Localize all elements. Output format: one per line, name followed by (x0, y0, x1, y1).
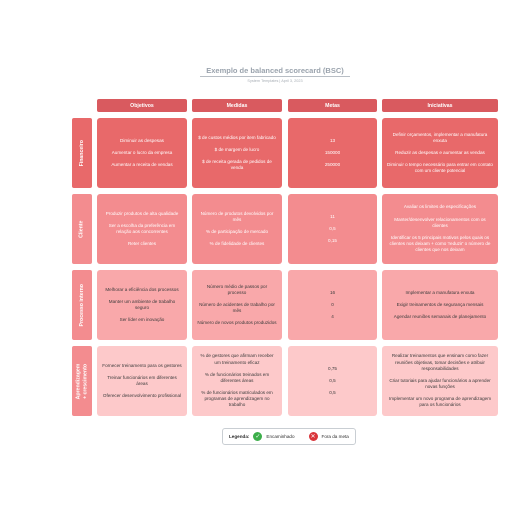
target-value: 4 (331, 314, 334, 320)
initiative-text: Avaliar os limites de especificações (403, 204, 477, 210)
measure-text: Número de acidentes de trabalho por mês (199, 301, 275, 314)
initiative-text: Reduzir as despesas e aumentar as vendas (395, 149, 485, 155)
legend-on-track-label: Encaminhado (266, 434, 295, 439)
objective-text: Ser a escolha da preferência em relação aos concorrentes (108, 222, 176, 234)
row-label-financeiro (72, 118, 92, 188)
cell-medidas (192, 346, 282, 416)
target-value: 0,5 (329, 377, 336, 383)
cell-medidas (192, 270, 282, 340)
cell-medidas (192, 194, 282, 264)
objective-text: Oferecer desenvolvimento profissional (102, 393, 182, 399)
objective-text: Aumentar a receita de vendas (111, 162, 173, 168)
column-header-iniciativas: Iniciativas (382, 99, 498, 112)
cell-iniciativas (382, 194, 498, 264)
page-title: Exemplo de balanced scorecard (BSC) (206, 66, 344, 75)
column-header-medidas: Medidas (192, 99, 282, 112)
cell-iniciativas (382, 270, 498, 340)
target-value: 0,15 (328, 238, 337, 244)
row-label-text: Processo interno (78, 283, 85, 327)
measure-text: % de participação de mercado (205, 229, 269, 234)
cell-objetivos (97, 270, 187, 340)
initiative-text: Manter/desenvolver relacionamentos com os clientes (394, 216, 486, 228)
target-value: 11 (330, 213, 335, 219)
target-value: 0,5 (329, 225, 336, 231)
cell-iniciativas (382, 118, 498, 188)
objective-text: Diminuir as despesas (120, 137, 164, 143)
initiative-text: Implementar um novo programa de aprendizagem para os funcionários (388, 396, 492, 408)
page-subtitle: System Templates | April 3, 2023 (247, 79, 303, 83)
target-value: 16 (329, 289, 336, 295)
measure-text: Número de novos produtos produzidos (197, 320, 277, 326)
objective-text: Fornecer treinamento para os gestores (102, 362, 182, 368)
cell-objetivos (97, 346, 187, 416)
row-label-text: Aprendizagem + crescimento (75, 363, 88, 399)
row-label-processo-interno (72, 270, 92, 340)
target-value: 0 (331, 301, 334, 307)
cell-metas (288, 346, 377, 416)
row-label-cliente (72, 194, 92, 264)
measure-text: Número médio de passos por processo (206, 283, 268, 295)
row-label-text: Financeiro (78, 139, 85, 167)
column-header-objetivos: Objetivos (97, 99, 187, 112)
measure-text: Número de produtos devolvidos por mês (200, 210, 274, 222)
target-value: 250000 (324, 162, 341, 168)
objective-text: Aumentar o lucro da empresa (111, 149, 173, 155)
check-circle-icon: ✓ (255, 433, 261, 440)
cell-metas (288, 194, 377, 264)
column-header-metas: Metas (288, 99, 377, 112)
objective-text: Manter um ambiente de trabalho seguro (108, 298, 176, 310)
target-value: 0,5 (329, 390, 336, 396)
objective-text: Ser líder em inovação (119, 317, 165, 323)
legend (222, 428, 356, 445)
cell-metas (288, 118, 377, 188)
cell-objetivos (97, 118, 187, 188)
measure-text: % de funcionários treinados em diferentes áreas (204, 371, 270, 383)
objective-text: Treinar funcionários em diferentes áreas (107, 374, 177, 386)
cell-iniciativas (382, 346, 498, 416)
initiative-text: Agendar reuniões semanais de planejamento (393, 314, 487, 320)
target-value: 13 (329, 137, 336, 143)
measure-text: % de funcionários matriculados em programas de aprendizagem no trabalho (201, 390, 273, 408)
initiative-text: Diminuir o tempo necessário para entrar em contato com um cliente potencial (387, 162, 493, 174)
measure-text: $ de receita gerada de pedidos de venda (202, 159, 272, 171)
cell-objetivos (97, 194, 187, 264)
target-value: 150000 (324, 149, 341, 155)
measure-text: $ de margem de lucro (214, 146, 260, 152)
measure-text: % de gestores que afirmam receber um treinamento eficaz (200, 353, 274, 365)
legend-off-track-label: Fora da meta (321, 434, 349, 439)
initiative-text: Definir orçamentos, implementar a manufatura enxuta (392, 131, 488, 143)
x-circle-icon: ✕ (310, 433, 316, 440)
objective-text: Reter clientes (127, 241, 157, 247)
target-value: 0,75 (328, 365, 337, 371)
row-label-text: Cliente (78, 220, 85, 238)
measure-text: % de fidelidade de clientes (209, 241, 265, 247)
objective-text: Produzir produtos de alta qualidade (105, 210, 179, 216)
cell-metas (288, 270, 377, 340)
row-label-aprendizagem-crescimento (72, 346, 92, 416)
measure-text: $ de custos médios por item fabricado (198, 134, 276, 140)
initiative-text: Exigir treinamentos de segurança mensais (396, 301, 484, 307)
initiative-text: Identificar os 5 principais motivos pelos quais os clientes nos deixam + como 'reduzir' o número de clientes que nos deixam (389, 235, 491, 253)
legend-title: Legenda: (229, 434, 250, 439)
initiative-text: Implementar a manufatura enxuta (405, 289, 475, 295)
title-divider (200, 76, 350, 77)
cell-medidas (192, 118, 282, 188)
objective-text: Melhorar a eficiência dos processos (105, 286, 179, 292)
initiative-text: Criar tutoriais para ajudar funcionários a aprender novas funções (389, 377, 491, 390)
initiative-text: Realizar treinamentos que ensinam como fazer reuniões objetivas, tomar decisões e atribuir responsabilidades (391, 353, 489, 371)
